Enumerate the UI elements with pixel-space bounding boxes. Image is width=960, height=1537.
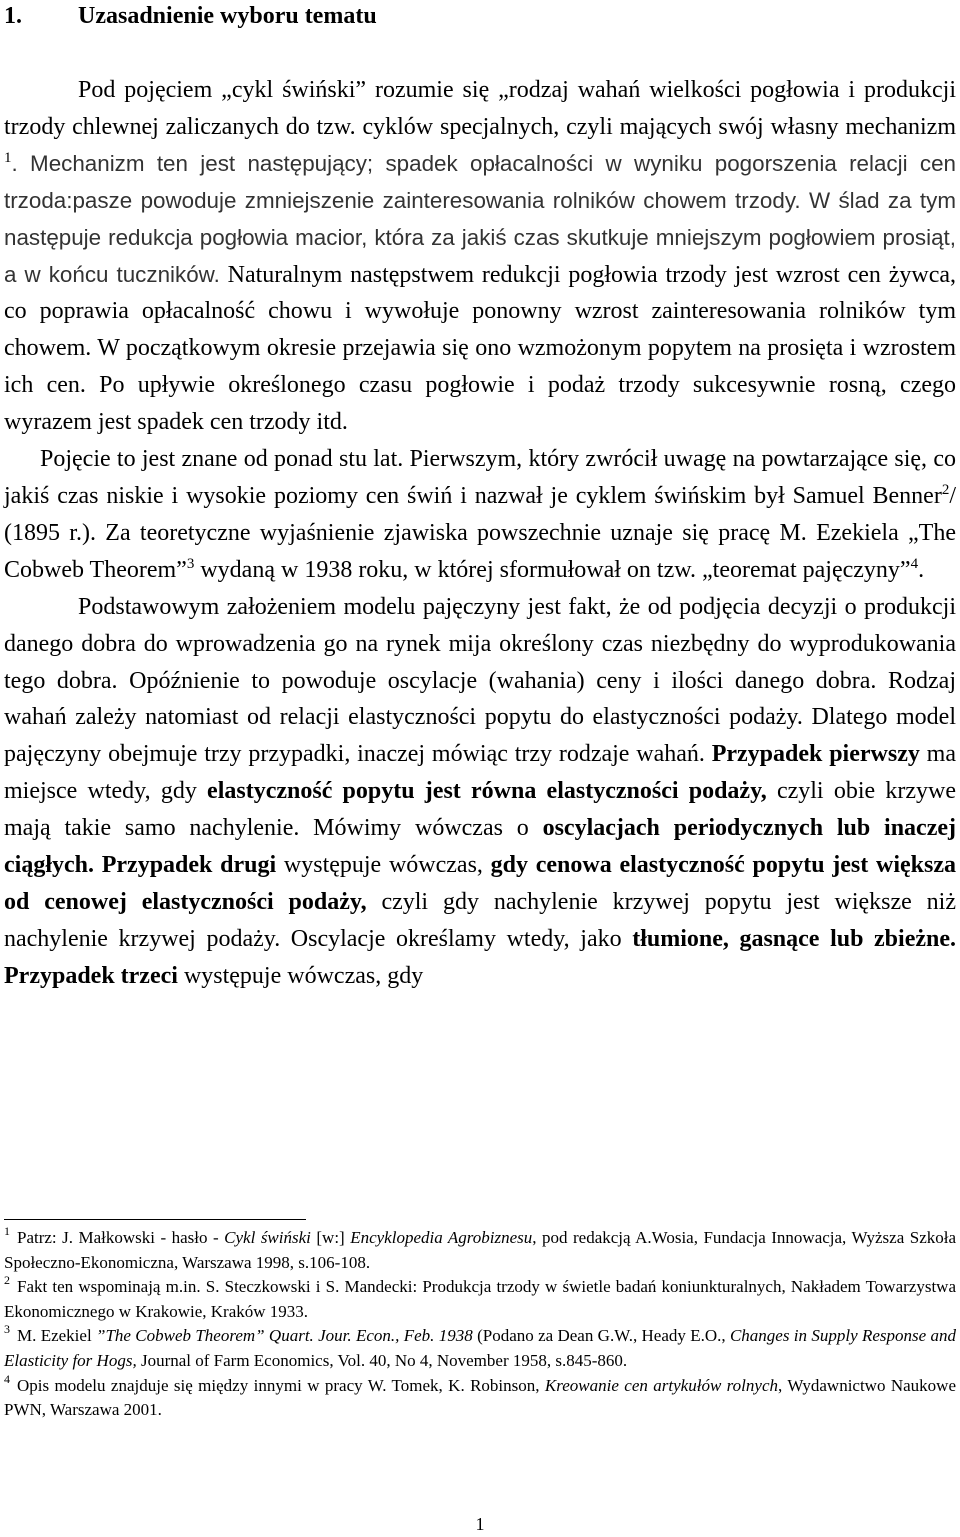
bold-run: tłumione, gasnące lub zbieżne. Przypadek trzeci xyxy=(4,925,956,989)
italic-run: Changes in Supply Response and Elasticity for Hogs, xyxy=(4,1326,956,1370)
text-run: Pod pojęciem „cykl świński” rozumie się „rodzaj wahań wielkości pogłowia i produkcji trzody chlewnej zaliczanych do tzw. cyklów specjalnych, czyli mających swój własny mechanizm xyxy=(4,77,956,140)
footnote-number: 2 xyxy=(4,1273,10,1288)
paragraph-cycle-definition xyxy=(4,72,956,441)
text-run: / (1895 r.). Za teoretyczne wyjaśnienie zjawiska powszechnie uznaje się pracę M. Ezekiela „The Cobweb Theorem” xyxy=(4,482,956,583)
section-heading xyxy=(4,2,377,30)
section-title: Uzasadnienie wyboru tematu xyxy=(78,3,377,29)
text-run: Pojęcie to jest znane od ponad stu lat. Pierwszym, który zwrócił uwagę na powtarzające się, co jakiś czas niskie i wysokie poziomy cen świń i nazwał je cyklem świńskim był Samuel Benner xyxy=(4,446,956,509)
text-run: czyli gdy nachylenie krzywej popytu jest większe niż nachylenie krzywej podaży. Oscylacje określamy wtedy, jako xyxy=(4,888,957,952)
italic-run: ”The Cobweb Theorem” Quart. Jour. Econ., Feb. 1938 xyxy=(96,1326,473,1346)
text-run: . xyxy=(918,556,925,583)
page-number: 1 xyxy=(475,1514,485,1534)
text-run: wydaną w 1938 roku, w której sformułował on tzw. „teoremat pajęczyny” xyxy=(194,556,911,583)
footnote-number: 1 xyxy=(4,1224,10,1238)
text-run: występuje wówczas, xyxy=(276,852,491,879)
bold-run: gdy cenowa elastyczność popytu jest większa od cenowej elastyczności podaży, xyxy=(4,852,956,915)
footnote-4 xyxy=(4,1371,957,1423)
text-run: Patrz: J. Małkowski - hasło - xyxy=(17,1228,225,1247)
bold-run: oscylacjach periodycznych lub inaczej ciągłych. Przypadek drugi xyxy=(4,815,957,879)
section-number: 1. xyxy=(4,3,22,29)
text-run: , Wydawnictwo Naukowe PWN, Warszawa 2001. xyxy=(4,1375,957,1420)
footnote-ref-4[interactable]: 4 xyxy=(910,555,919,572)
text-run: Naturalnym następstwem redukcji pogłowia trzody jest wzrost cen żywca, co poprawia opłacalność chowu i wywołuje ponowny wzrost zainteresowania rolników tym chowem. W początkowym okresie przejawia się ono wzmożonym popytem na prosięta i wzrostem ich cen. Po upływie określonego czasu pogłowie i podaż trzody sukcesywnie rosną, czego wyrazem jest spadek cen trzody itd. xyxy=(4,261,957,436)
footnote-2 xyxy=(4,1275,956,1324)
text-run: . Mechanizm ten jest następujący; spadek opłacalności w wyniku pogorszenia relacji cen trzoda:pasze powoduje zmniejszenie zainteresowania rolników chowem trzody. W ślad za tym następuje redukcja pogłowia macior, która za jakiś czas skutkuje mniejszym pogłowiem prosiąt, a w końcu tuczników. xyxy=(4,150,956,287)
italic-run: Cykl świński xyxy=(224,1228,311,1247)
text-run: [w:] xyxy=(310,1228,351,1247)
text-run: , pod redakcją A.Wosia, Fundacja Innowacja, Wyższa Szkoła Społeczno-Ekonomiczna, Warszawa 1998, s.106-108. xyxy=(4,1228,957,1272)
footnote-ref-1[interactable]: 1 xyxy=(4,149,12,166)
bold-run: elastyczność popytu jest równa elastyczności podaży, xyxy=(207,778,767,805)
text-run: czyli obie krzywe mają takie samo nachylenie. Mówimy wówczas o xyxy=(4,778,956,842)
paragraph-cobweb-model xyxy=(4,589,956,995)
text-run: Podstawowym założeniem modelu pajęczyny jest fakt, że od podjęcia decyzji o produkcji danego dobra do wprowadzenia go na rynek mija określony czas niezbędny do wyprodukowania tego dobra. Opóźnienie to powoduje oscylacje (wahania) ceny i ilości danego dobra. Rodzaj wahań zależy natomiast od relacji elastyczności popytu do elastyczności podaży. Dlatego model pajęczyny obejmuje trzy przypadki, inaczej mówiąc trzy rodzaje wahań. xyxy=(4,593,956,768)
footnote-ref-3[interactable]: 3 xyxy=(186,555,195,572)
footnote-number: 3 xyxy=(4,1322,10,1337)
body-text xyxy=(4,72,956,995)
bold-run: Przypadek pierwszy xyxy=(711,741,920,768)
footnotes xyxy=(4,1226,956,1423)
text-run: Opis modelu znajduje się między innymi w pracy W. Tomek, K. Robinson, xyxy=(17,1375,545,1395)
paragraph-history xyxy=(4,441,956,589)
text-run: ma miejsce wtedy, gdy xyxy=(4,741,956,805)
text-run: (Podano za Dean G.W., Heady E.O., xyxy=(472,1326,730,1346)
italic-run: Kreowanie cen artykułów rolnych xyxy=(544,1375,778,1395)
italic-run: Encyklopedia Agrobiznesu xyxy=(350,1228,533,1247)
footnote-number: 4 xyxy=(4,1371,10,1386)
footnote-separator xyxy=(4,1219,306,1220)
footnote-ref-2[interactable]: 2 xyxy=(941,481,950,498)
text-run: Journal of Farm Economics, Vol. 40, No 4, November 1958, s.845-860. xyxy=(136,1350,628,1370)
text-run: Fakt ten wspominają m.in. S. Steczkowski i S. Mandecki: Produkcja trzody w świetle badań koniunkturalnych, Nakładem Towarzystwa Ekonomicznego w Krakowie, Kraków 1933. xyxy=(4,1277,956,1321)
text-run: M. Ezekiel xyxy=(17,1326,96,1346)
footnote-3 xyxy=(4,1324,956,1373)
footnote-1 xyxy=(4,1226,956,1275)
text-run: występuje wówczas, gdy xyxy=(177,962,424,989)
